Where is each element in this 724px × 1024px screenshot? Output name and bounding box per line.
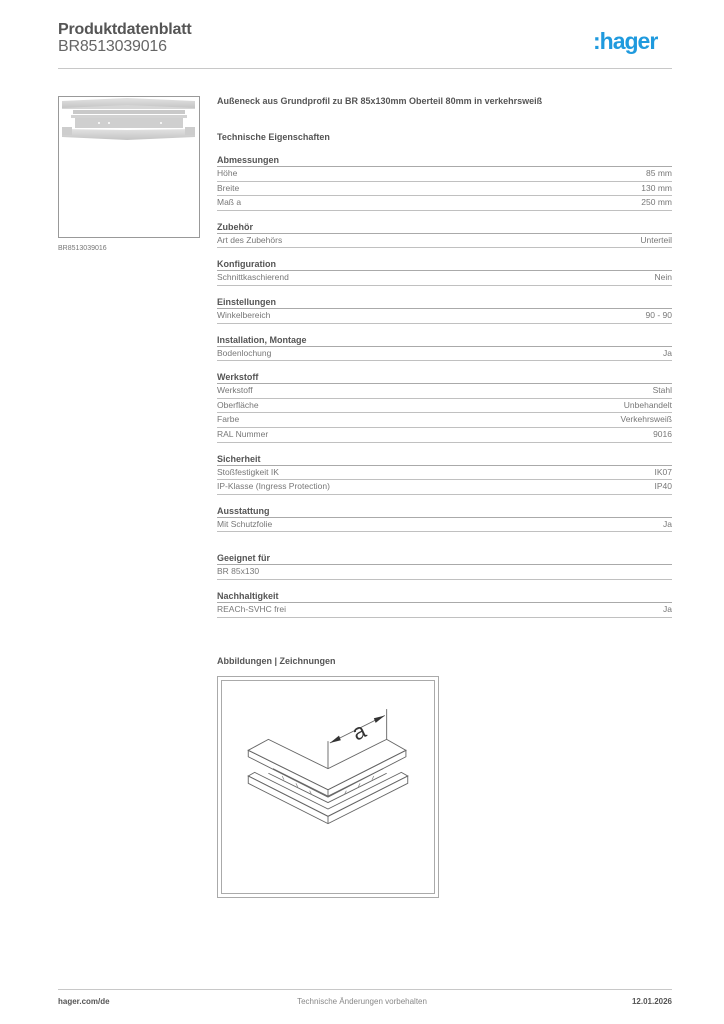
spec-label: Breite bbox=[217, 182, 240, 193]
spec-row bbox=[217, 167, 672, 182]
tech-properties-title: Technische Eigenschaften bbox=[217, 132, 330, 142]
spec-row bbox=[217, 271, 672, 286]
footer-divider bbox=[58, 989, 672, 990]
thumbnail-caption: BR8513039016 bbox=[58, 245, 107, 252]
spec-row bbox=[217, 384, 672, 399]
section-geeignet-fuer bbox=[217, 552, 672, 580]
spec-value: 250 mm bbox=[641, 197, 672, 208]
spec-value: Unbehandelt bbox=[623, 399, 672, 410]
spec-value: Verkehrsweiß bbox=[620, 414, 672, 425]
header-title: Produktdatenblatt bbox=[58, 21, 192, 38]
footer-notice: Technische Änderungen vorbehalten bbox=[297, 997, 427, 1006]
section-title: Ausstattung bbox=[217, 505, 672, 518]
spec-value: IP40 bbox=[654, 481, 672, 492]
spec-value: Stahl bbox=[652, 385, 672, 396]
spec-label: REACh-SVHC frei bbox=[217, 603, 286, 614]
section-title: Sicherheit bbox=[217, 453, 672, 466]
section-title: Geeignet für bbox=[217, 552, 672, 565]
section-title: Abmessungen bbox=[217, 154, 672, 167]
spec-label: Werkstoff bbox=[217, 385, 253, 396]
technical-drawing bbox=[217, 676, 439, 898]
spec-row bbox=[217, 518, 672, 533]
spec-label: Schnittkaschierend bbox=[217, 272, 289, 283]
spec-row bbox=[217, 182, 672, 197]
spec-value: 85 mm bbox=[646, 168, 672, 178]
section-ausstattung bbox=[217, 505, 672, 533]
spec-label: Oberfläche bbox=[217, 399, 259, 410]
spec-row bbox=[217, 347, 672, 362]
spec-row bbox=[217, 466, 672, 481]
spec-row bbox=[217, 428, 672, 443]
specifications bbox=[217, 94, 672, 618]
spec-label: Art des Zubehörs bbox=[217, 234, 283, 245]
section-konfiguration bbox=[217, 258, 672, 286]
product-photo-icon bbox=[59, 97, 199, 237]
section-nachhaltigkeit bbox=[217, 590, 672, 618]
section-title: Konfiguration bbox=[217, 258, 672, 271]
section-title: Werkstoff bbox=[217, 371, 672, 384]
section-sicherheit bbox=[217, 453, 672, 495]
section-zubehoer bbox=[217, 221, 672, 249]
footer-date: 12.01.2026 bbox=[631, 997, 672, 1006]
spec-row bbox=[217, 603, 672, 618]
spec-label: Farbe bbox=[217, 414, 240, 425]
section-installation bbox=[217, 334, 672, 362]
spec-value: 130 mm bbox=[641, 182, 672, 193]
hager-logo: :hager bbox=[593, 28, 658, 54]
spec-row bbox=[217, 196, 672, 211]
spec-label: Mit Schutzfolie bbox=[217, 518, 273, 529]
spec-label: BR 85x130 bbox=[217, 566, 260, 577]
spec-row bbox=[217, 480, 672, 495]
section-title: Einstellungen bbox=[217, 296, 672, 309]
section-title: Nachhaltigkeit bbox=[217, 590, 672, 603]
spec-value: Unterteil bbox=[640, 234, 672, 245]
spec-value: 90 - 90 bbox=[645, 309, 672, 320]
spec-row bbox=[217, 399, 672, 414]
product-description: Außeneck aus Grundprofil zu BR 85x130mm Oberteil 80mm in verkehrsweiß bbox=[217, 96, 543, 106]
spec-label: RAL Nummer bbox=[217, 428, 269, 439]
spec-value: Nein bbox=[654, 272, 672, 283]
spec-value: Ja bbox=[663, 603, 672, 614]
spec-row bbox=[217, 565, 672, 580]
spec-label: Maß a bbox=[217, 197, 242, 208]
spec-value: 9016 bbox=[653, 428, 672, 439]
spec-row bbox=[217, 309, 672, 324]
spec-row bbox=[217, 234, 672, 249]
section-abmessungen bbox=[217, 154, 672, 211]
spec-row bbox=[217, 413, 672, 428]
spec-value: IK07 bbox=[654, 466, 672, 477]
spec-label: Höhe bbox=[217, 168, 238, 178]
spec-label: IP-Klasse (Ingress Protection) bbox=[217, 481, 330, 492]
header-divider bbox=[58, 68, 672, 69]
footer-website-link[interactable]: hager.com/de bbox=[58, 997, 110, 1006]
product-code: BR8513039016 bbox=[58, 38, 167, 55]
section-werkstoff bbox=[217, 371, 672, 442]
spec-value: Ja bbox=[663, 347, 672, 358]
product-thumbnail bbox=[58, 96, 200, 238]
spec-label: Bodenlochung bbox=[217, 347, 272, 358]
corner-drawing-icon bbox=[218, 677, 438, 897]
section-einstellungen bbox=[217, 296, 672, 324]
section-title: Zubehör bbox=[217, 221, 672, 234]
spec-value: Ja bbox=[663, 518, 672, 529]
spec-label: Winkelbereich bbox=[217, 309, 271, 320]
spec-label: Stoßfestigkeit IK bbox=[217, 466, 279, 477]
figures-title: Abbildungen | Zeichnungen bbox=[217, 656, 336, 666]
section-title: Installation, Montage bbox=[217, 334, 672, 347]
dimension-label: a bbox=[348, 717, 370, 746]
